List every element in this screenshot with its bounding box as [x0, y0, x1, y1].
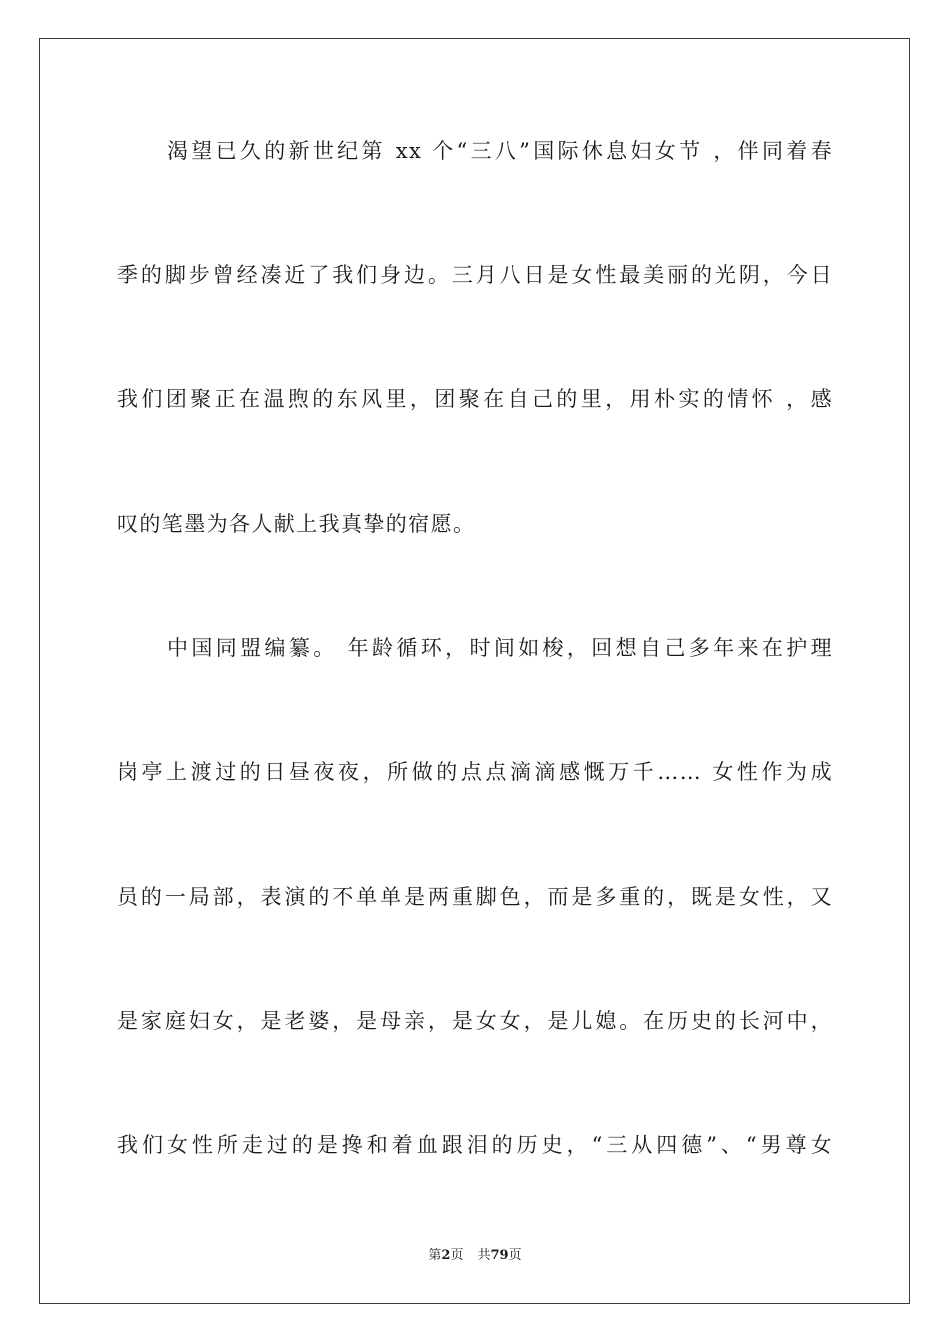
paragraph-1-line-4: 叹的笔墨为各人献上我真挚的宿愿。	[117, 512, 476, 536]
page-footer	[0, 1247, 950, 1265]
paragraph-2-line-2: 岗亭上渡过的日昼夜夜，所做的点点滴滴感慨万千…… 女性作为成	[117, 760, 833, 784]
paragraph-2-line-4: 是家庭妇女，是老婆，是母亲，是女女，是儿媳。在历史的长河中，	[117, 1009, 833, 1033]
paragraph-2-line-1: 中国同盟编纂。 年龄循环，时间如梭，回想自己多年来在护理	[167, 636, 833, 660]
paragraph-1-line-2: 季的脚步曾经凑近了我们身边。三月八日是女性最美丽的光阴，今日	[117, 263, 833, 287]
total-pages: 79	[490, 1248, 509, 1263]
paragraph-1-line-3: 我们团聚正在温煦的东风里，团聚在自己的里，用朴实的情怀 ，感	[117, 387, 833, 411]
paragraph-2-line-5: 我们女性所走过的是搀和着血跟泪的历史，“三从四德”、“男尊女	[117, 1133, 833, 1157]
total-label-prefix: 共	[477, 1248, 491, 1263]
total-label-suffix: 页	[508, 1248, 522, 1263]
page-number: 2	[441, 1248, 451, 1263]
page-border	[39, 38, 910, 1304]
paragraph-1-line-1: 渴望已久的新世纪第 xx 个“三八”国际休息妇女节 ，伴同着春	[167, 139, 833, 163]
page-label-prefix: 第	[428, 1248, 442, 1263]
paragraph-2-line-3: 员的一局部，表演的不单单是两重脚色，而是多重的，既是女性，又	[117, 885, 833, 909]
page-label-suffix: 页	[450, 1248, 464, 1263]
